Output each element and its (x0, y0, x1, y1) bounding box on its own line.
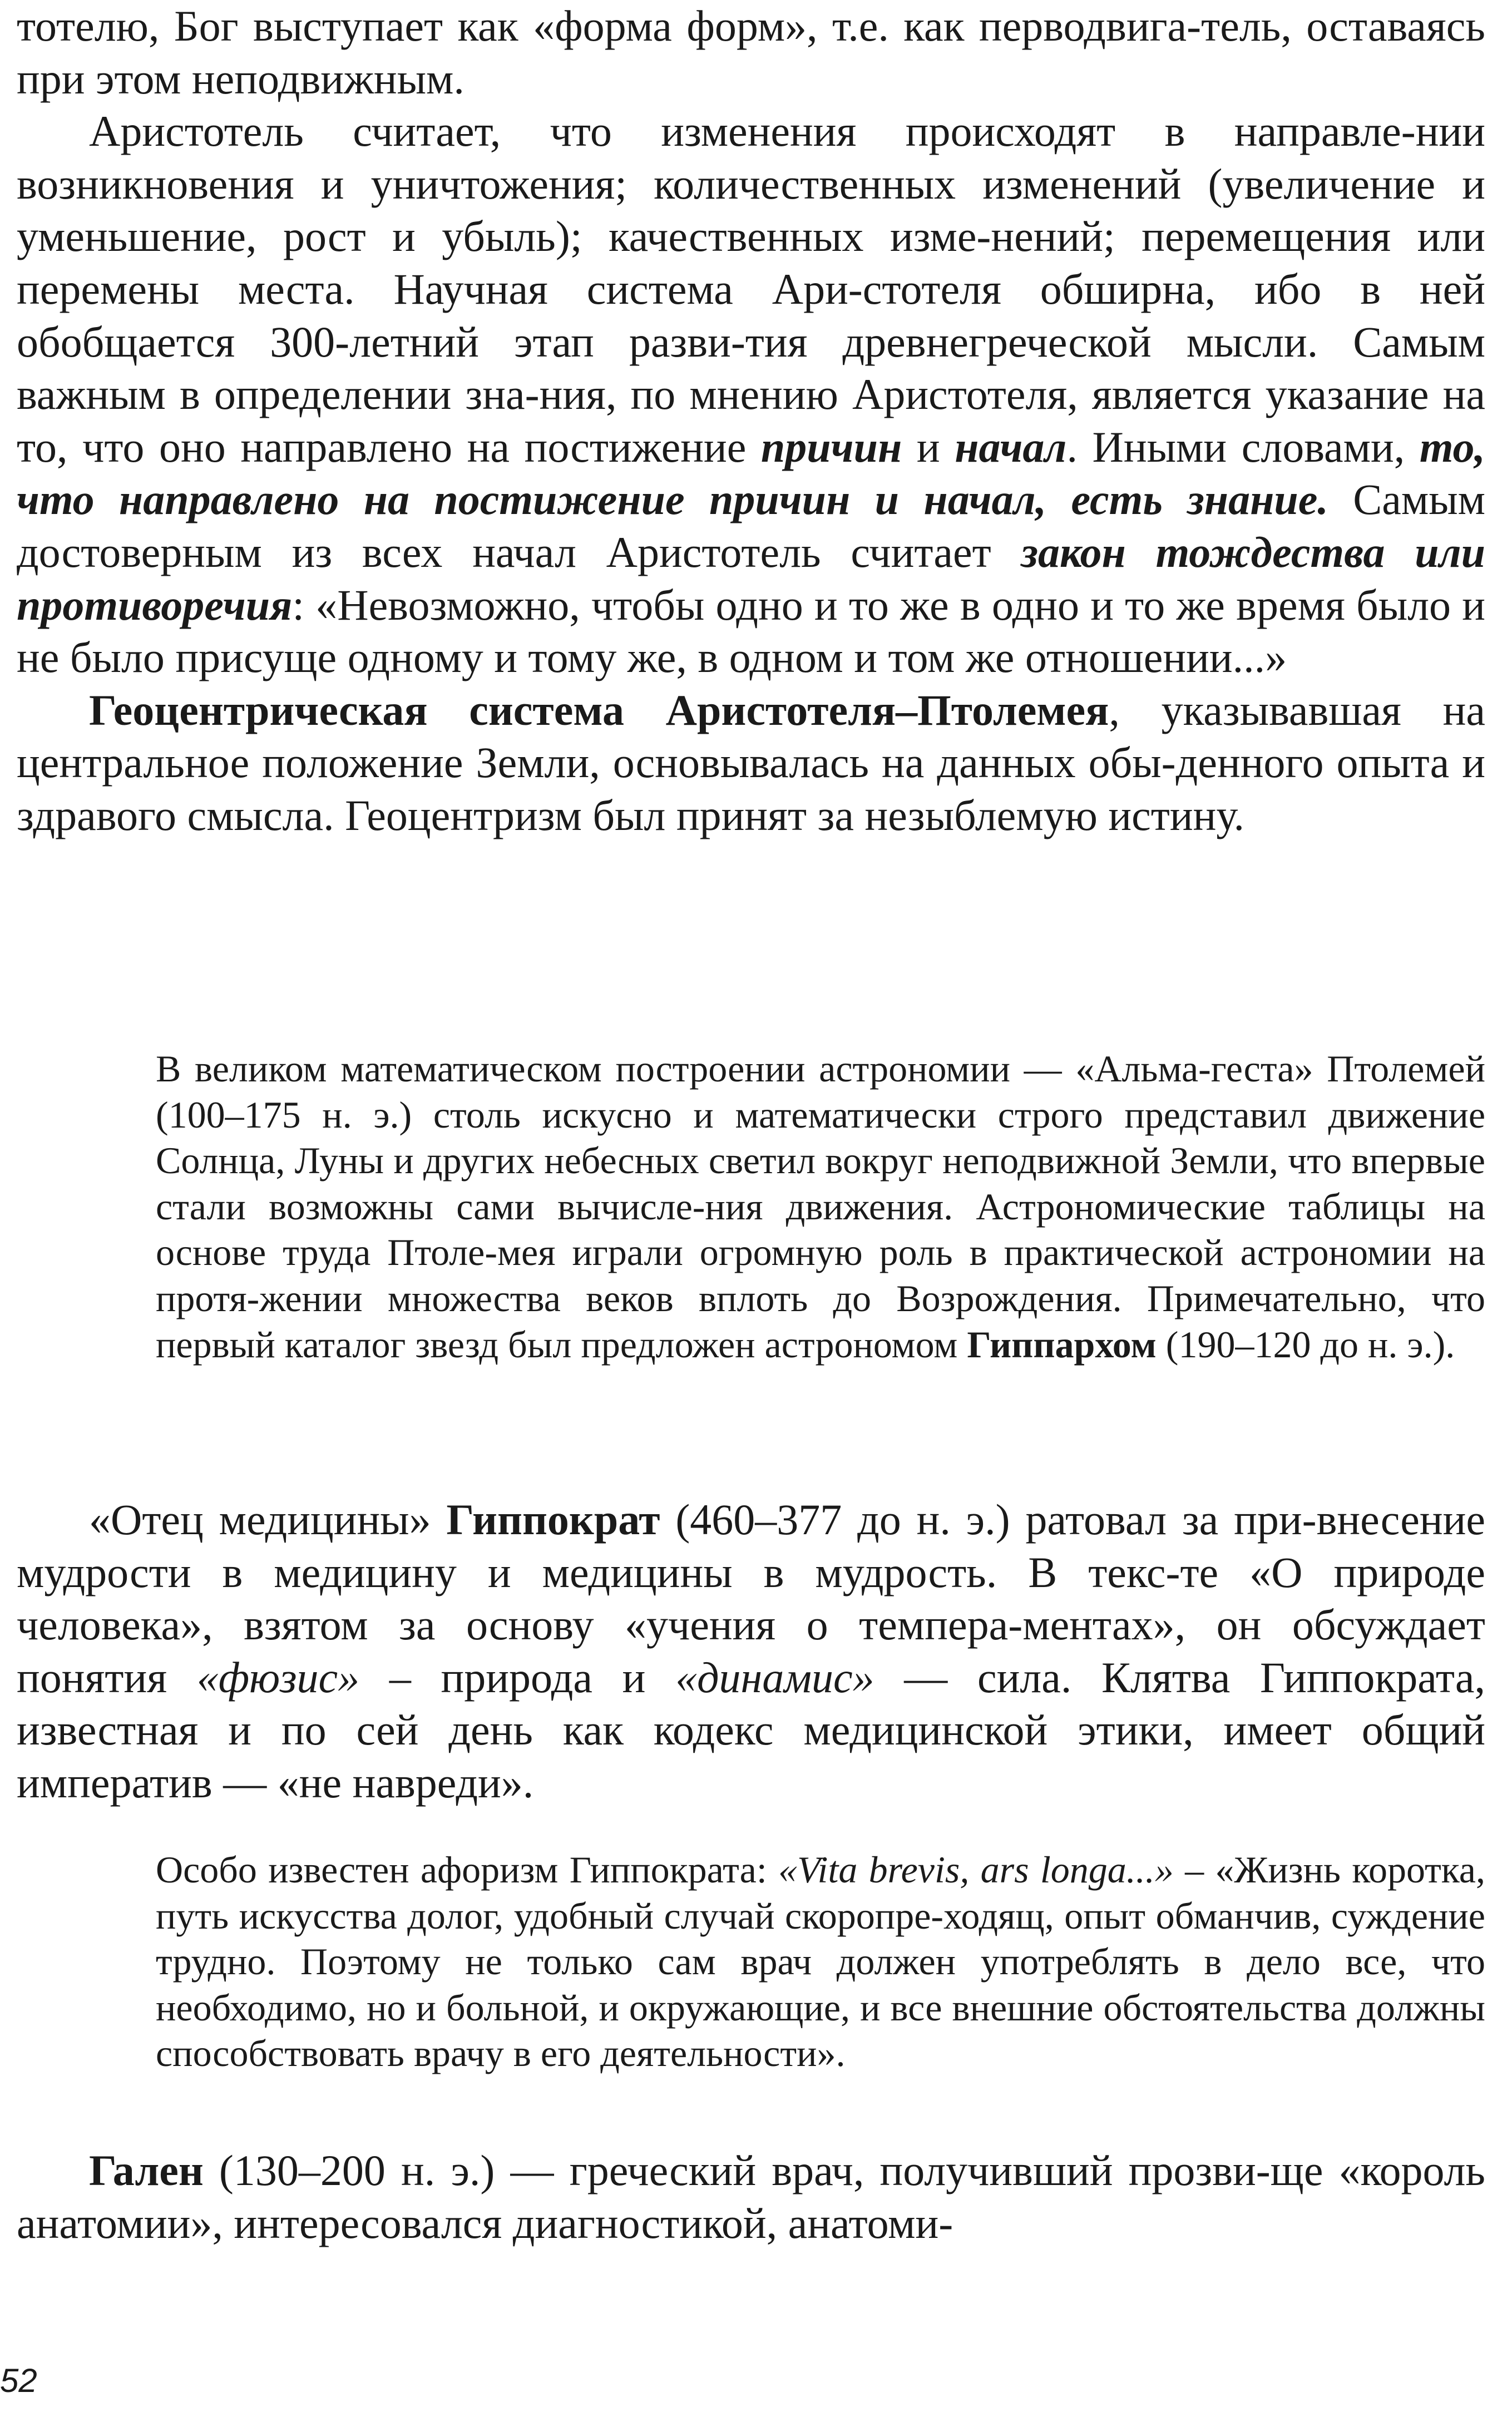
term-geocentric-system: Геоцентрическая система Аристотеля–Птолемея (89, 685, 1109, 734)
note-paragraph-1 (156, 1046, 1485, 1367)
text-run: – природа и (359, 1653, 676, 1702)
text-run: «Отец медицины» (89, 1495, 447, 1544)
text-run: и (902, 422, 955, 471)
text-run: Особо известен афоризм Гиппократа: (156, 1848, 779, 1891)
text-run: (130–200 н. э.) — греческий врач, получивший прозви-ще «король анатомии», интересовался диагностикой, анатоми- (17, 2146, 1485, 2247)
term-hipparchus: Гиппархом (967, 1323, 1157, 1366)
text-run: : «Невозможно, чтобы одно и то же в одно и то же время было и не было присуще одному и тому же, в одном и том же отношении...» (17, 580, 1485, 682)
term-hippocrates: Гиппократ (446, 1495, 660, 1544)
paragraph-4 (17, 1494, 1485, 1810)
term-dynamis: «динамис» (675, 1653, 874, 1702)
text-run: В великом математическом построении астрономии — «Альма-геста» Птолемей (100–175 н. э.) столь искусно и математически строго представил движение Солнца, Луны и других небесных светил вокруг неподвижной Земли, что впервые стали возможны сами вычисле-ния движения. Астрономические таблицы на основе труда Птоле-мея играли огромную роль в практической астрономии на протя-жении множества веков вплоть до Возрождения. Примечательно, что первый каталог звезд был предложен астрономом (156, 1047, 1485, 1366)
text-run: – «Жизнь коротка, путь искусства долог, удобный случай скоропре-ходящ, опыт обманчив, суждение трудно. Поэтому не только сам врач должен употреблять в дело все, что необходимо, но и больной, и окружающие, и все внешние обстоятельства должны способствовать врачу в его деятельности». (156, 1848, 1485, 2075)
paragraph-5 (17, 2144, 1485, 2250)
emphasis-law-of-identity: закон тождества или противоречия (17, 527, 1485, 629)
main-text-block-2 (17, 1494, 1485, 1810)
text-run: — сила. Клятва Гиппократа, известная и по сей день как кодекс медицинской этики, имеет общий императив — «не навреди». (17, 1653, 1485, 1807)
paragraph-1 (17, 0, 1485, 105)
latin-aphorism: «Vita brevis, ars longa...» (778, 1848, 1174, 1891)
emphasis-knowledge-definition: то, что направлено на постижение причин и начал, есть знание. (17, 422, 1485, 524)
text-run: (460–377 до н. э.) ратовал за при-внесение мудрости в медицину и медицины в мудрость. В текс-те «О природе человека», взятом за основу «учения о темпера-ментах», он обсуждает понятия (17, 1495, 1485, 1702)
note-aphorism (17, 1847, 1485, 2077)
text-run: тотелю, Бог выступает как «форма форм», т.е. как перводвига-тель, оставаясь при этом неподвижным. (17, 2, 1485, 103)
paragraph-2 (17, 105, 1485, 684)
main-text-block (17, 0, 1485, 842)
emphasis-causes: причин (760, 422, 902, 471)
main-text-block-3 (17, 2144, 1485, 2250)
page-number: 52 (0, 2362, 37, 2399)
note-paragraph-2 (156, 1847, 1485, 2077)
emphasis-principles: начал (955, 422, 1067, 471)
text-run: (190–120 до н. э.). (1156, 1323, 1455, 1366)
text-run: Самым достоверным из всех начал Аристотель считает (17, 475, 1485, 576)
text-run: Аристотель считает, что изменения происходят в направле-нии возникновения и уничтожения; количественных изменений (увеличение и уменьшение, рост и убыль); качественных изме-нений; перемещения или перемены места. Научная система Ари-стотеля обширна, ибо в ней обобщается 300-летний этап разви-тия древнегреческой мысли. Самым важным в определении зна-ния, по мнению Аристотеля, является указание на то, что оно направлено на постижение (17, 107, 1485, 471)
note-almagest (17, 1046, 1485, 1367)
text-run: . Иными словами, (1066, 422, 1420, 471)
paragraph-3 (17, 684, 1485, 842)
term-physis: «фюзис» (196, 1653, 360, 1702)
term-galen: Гален (89, 2146, 204, 2194)
text-run: , указывавшая на центральное положение Земли, основывалась на данных обы-денного опыта и здравого смысла. Геоцентризм был принят за незыблемую истину. (17, 685, 1485, 839)
